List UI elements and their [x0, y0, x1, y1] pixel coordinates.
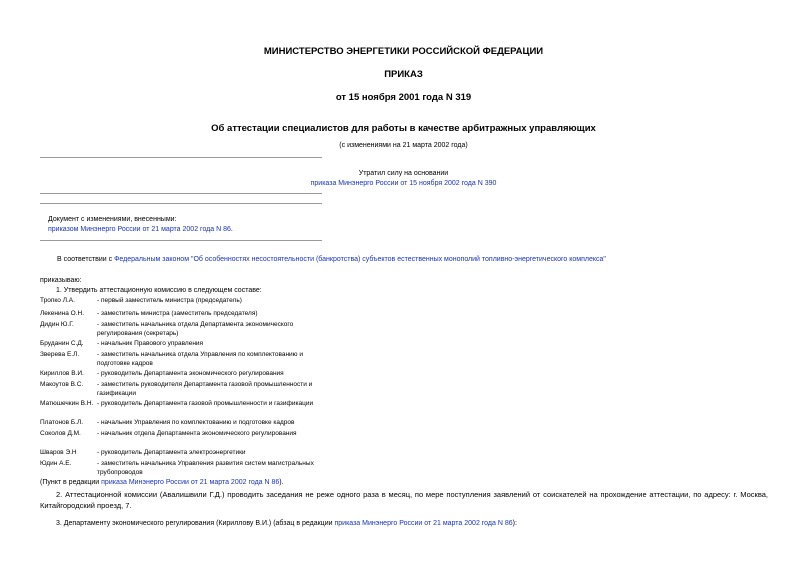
member-name: Дидин Ю.Г. — [40, 321, 74, 328]
preamble-prefix: В соответствии с — [57, 256, 115, 263]
divider — [40, 193, 322, 194]
amended-by-text: Документ с изменениями, внесенными: — [48, 216, 177, 223]
member-position: - заместитель начальника отдела Департамента экономического регулирования (секретарь) — [97, 321, 294, 337]
member-position: - заместитель министра (заместитель председателя) — [97, 310, 258, 317]
member-name: Платонов Б.Л. — [40, 419, 84, 426]
item1-note-prefix: (Пункт в редакции — [40, 479, 102, 486]
member-position: - начальник отдела Департамента экономического регулирования — [97, 430, 297, 437]
item1-intro: 1. Утвердить аттестационную комиссию в следующем составе: — [56, 287, 262, 294]
member-name: Матюшечкин В.Н. — [40, 400, 94, 407]
repealed-text: Утратил силу на основании — [358, 170, 449, 177]
item1-note — [40, 479, 284, 486]
amended-by-suffix: . — [230, 226, 233, 233]
member-name: Бруданин С.Д. — [40, 340, 84, 347]
member-position: - заместитель начальника Управления развития систем магистральных трубопроводов — [97, 460, 314, 476]
member-position: - начальник Управления по комплектованию и подготовке кадров — [97, 419, 295, 426]
divider — [40, 240, 322, 241]
member-name: Тропко Л.А. — [40, 297, 75, 304]
member-position: - руководитель Департамента экономического регулирования — [97, 370, 284, 377]
member-name: Макоутов В.С. — [40, 381, 84, 388]
order-word: приказываю: — [40, 277, 82, 284]
member-name: Соколов Д.М. — [40, 430, 81, 437]
member-position: - первый заместитель министра (председатель) — [97, 297, 242, 304]
member-position: - заместитель руководителя Департамента газовой промышленности и газификации — [97, 381, 313, 397]
member-position: - руководитель Департамента газовой промышленности и газификации — [97, 400, 314, 407]
ministry-heading: МИНИСТЕРСТВО ЭНЕРГЕТИКИ РОССИЙСКОЙ ФЕДЕРАЦИИ — [263, 46, 544, 57]
federal-law-link[interactable]: Федеральным законом "Об особенностях несостоятельности (банкротства) субъектов естественных монополий топливно-энергетического комплекса" — [114, 256, 606, 263]
item3-prefix: 3. Департаменту экономического регулирования (Кириллову В.И.) (абзац в редакции — [56, 520, 335, 527]
preamble — [57, 256, 606, 263]
item3-paragraph — [56, 520, 517, 527]
date-number-heading: от 15 ноября 2001 года N 319 — [335, 92, 472, 103]
member-position: - заместитель начальника отдела Управления по комплектованию и подготовке кадров — [97, 351, 303, 367]
divider — [40, 157, 322, 158]
item1-note-link[interactable]: приказа Минэнерго России от 21 марта 2002 года N 86 — [101, 479, 280, 486]
member-name: Шваров Э.Н — [40, 449, 77, 456]
member-name: Лекенина О.Н. — [40, 310, 85, 317]
item1-note-suffix: ). — [279, 479, 284, 486]
document-title: Об аттестации специалистов для работы в качестве арбитражных управляющих — [211, 123, 596, 134]
amended-by-link[interactable]: приказом Минэнерго России от 21 марта 2002 года N 86 — [48, 226, 231, 233]
doc-type-heading: ПРИКАЗ — [384, 69, 423, 80]
amended-by-line — [48, 226, 233, 233]
divider — [40, 203, 322, 204]
member-position: - руководитель Департамента электроэнергетики — [97, 449, 246, 456]
member-name: Кириллов В.И. — [40, 370, 84, 377]
item2-paragraph: 2. Аттестационной комиссии (Авалишвили Г.Д.) проводить заседания не реже одного раза в месяц, по мере поступления заявлений от соискателей на прохождение аттестации, по адресу: г. Москва, Китайгородский проезд, 7. — [40, 490, 768, 510]
member-name: Зверева Е.Л. — [40, 351, 80, 358]
member-name: Юдин А.Е. — [40, 460, 72, 467]
amendments-note: (с изменениями на 21 марта 2002 года) — [339, 142, 468, 149]
member-position: - начальник Правового управления — [97, 340, 204, 347]
item3-suffix: ): — [512, 520, 517, 527]
item3-link[interactable]: приказа Минэнерго России от 21 марта 2002 года N 86 — [334, 520, 513, 527]
repealed-link[interactable]: приказа Минэнерго России от 15 ноября 2002 года N 390 — [310, 180, 497, 187]
